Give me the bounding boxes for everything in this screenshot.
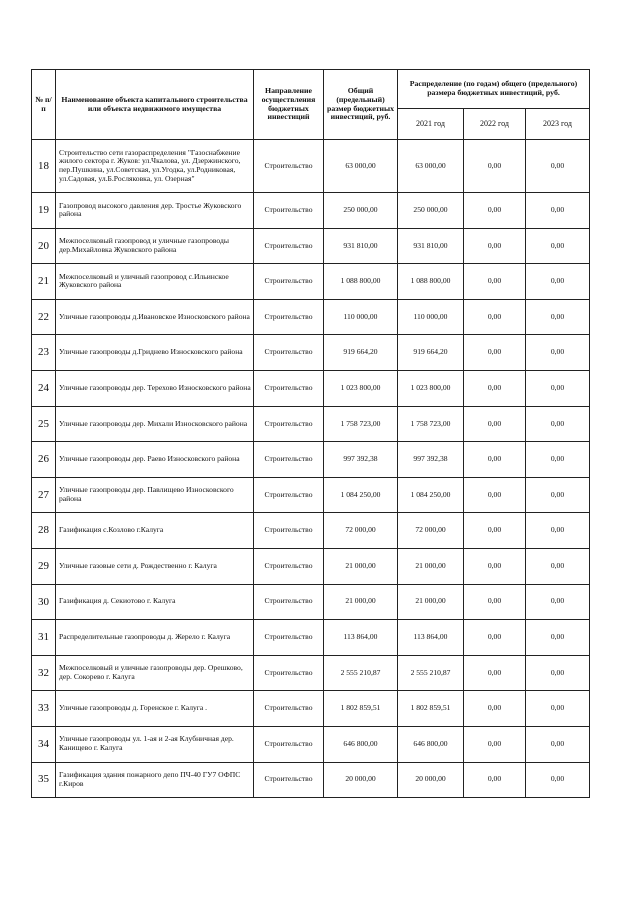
total-amount: 1 084 250,00 <box>324 477 398 513</box>
amount-2022: 0,00 <box>464 655 526 691</box>
amount-2022: 0,00 <box>464 513 526 549</box>
investment-direction: Строительство <box>254 406 324 442</box>
total-amount: 1 758 723,00 <box>324 406 398 442</box>
investment-direction: Строительство <box>254 726 324 762</box>
total-amount: 931 810,00 <box>324 228 398 264</box>
table-body <box>32 140 590 798</box>
amount-2021: 646 800,00 <box>398 726 464 762</box>
amount-2021: 1 023 800,00 <box>398 370 464 406</box>
header-year-2023: 2023 год <box>526 109 590 140</box>
amount-2023: 0,00 <box>526 762 590 798</box>
table-row <box>32 442 590 478</box>
investment-direction: Строительство <box>254 299 324 335</box>
row-number: 27 <box>32 477 56 513</box>
object-name: Газификация д. Секиотово г. Калуга <box>56 584 254 620</box>
table-row <box>32 264 590 300</box>
amount-2023: 0,00 <box>526 726 590 762</box>
object-name: Межпоселковый и уличный газопровод с.Ильинское Жуковского района <box>56 264 254 300</box>
table-row <box>32 140 590 193</box>
row-number: 23 <box>32 335 56 371</box>
amount-2022: 0,00 <box>464 762 526 798</box>
row-number: 32 <box>32 655 56 691</box>
object-name: Уличные газопроводы дер. Павлищево Износковского района <box>56 477 254 513</box>
amount-2021: 113 864,00 <box>398 620 464 656</box>
investment-direction: Строительство <box>254 193 324 229</box>
total-amount: 21 000,00 <box>324 584 398 620</box>
object-name: Строительство сети газораспределения "Газоснабжение жилого сектора г. Жуков: ул.Чкалова, ул. Дзержинского, пер.Пушкина, ул.Советская, ул.Угодка, ул.Родниковая, ул.Садовая, ул.Б.Росляковка, ул. Озерная" <box>56 140 254 193</box>
amount-2023: 0,00 <box>526 513 590 549</box>
amount-2021: 931 810,00 <box>398 228 464 264</box>
row-number: 35 <box>32 762 56 798</box>
investment-direction: Строительство <box>254 264 324 300</box>
total-amount: 63 000,00 <box>324 140 398 193</box>
object-name: Газопровод высокого давления дер. Тростье Жуковского района <box>56 193 254 229</box>
header-total: Общий (предельный) размер бюджетных инвестиций, руб. <box>324 70 398 140</box>
table-row <box>32 299 590 335</box>
table-row <box>32 584 590 620</box>
amount-2022: 0,00 <box>464 584 526 620</box>
amount-2023: 0,00 <box>526 691 590 727</box>
total-amount: 646 800,00 <box>324 726 398 762</box>
investment-direction: Строительство <box>254 335 324 371</box>
row-number: 33 <box>32 691 56 727</box>
amount-2023: 0,00 <box>526 264 590 300</box>
amount-2023: 0,00 <box>526 193 590 229</box>
amount-2022: 0,00 <box>464 228 526 264</box>
object-name: Уличные газопроводы ул. 1-ая и 2-ая Клубничная дер. Канищево г. Калуга <box>56 726 254 762</box>
row-number: 34 <box>32 726 56 762</box>
amount-2023: 0,00 <box>526 584 590 620</box>
amount-2021: 919 664,20 <box>398 335 464 371</box>
total-amount: 21 000,00 <box>324 548 398 584</box>
amount-2023: 0,00 <box>526 442 590 478</box>
amount-2023: 0,00 <box>526 370 590 406</box>
investment-direction: Строительство <box>254 513 324 549</box>
table-row <box>32 406 590 442</box>
investment-direction: Строительство <box>254 477 324 513</box>
table-row <box>32 477 590 513</box>
amount-2022: 0,00 <box>464 406 526 442</box>
header-object-name: Наименование объекта капитального строительства или объекта недвижимого имущества <box>56 70 254 140</box>
amount-2021: 1 088 800,00 <box>398 264 464 300</box>
row-number: 21 <box>32 264 56 300</box>
amount-2021: 1 084 250,00 <box>398 477 464 513</box>
object-name: Уличные газопроводы д.Ивановское Износковского района <box>56 299 254 335</box>
amount-2022: 0,00 <box>464 193 526 229</box>
budget-investment-table <box>31 69 590 798</box>
amount-2021: 1 758 723,00 <box>398 406 464 442</box>
amount-2022: 0,00 <box>464 548 526 584</box>
object-name: Уличные газопроводы дер. Михали Износковского района <box>56 406 254 442</box>
investment-direction: Строительство <box>254 655 324 691</box>
amount-2023: 0,00 <box>526 406 590 442</box>
amount-2022: 0,00 <box>464 370 526 406</box>
object-name: Газификация здания пожарного депо ПЧ-40 ГУ7 ОФПС г.Киров <box>56 762 254 798</box>
table-row <box>32 726 590 762</box>
amount-2021: 997 392,38 <box>398 442 464 478</box>
object-name: Межпоселковый газопровод и уличные газопроводы дер.Михайловка Жуковского района <box>56 228 254 264</box>
row-number: 20 <box>32 228 56 264</box>
investment-direction: Строительство <box>254 691 324 727</box>
amount-2023: 0,00 <box>526 228 590 264</box>
total-amount: 72 000,00 <box>324 513 398 549</box>
amount-2021: 20 000,00 <box>398 762 464 798</box>
investment-direction: Строительство <box>254 140 324 193</box>
amount-2023: 0,00 <box>526 548 590 584</box>
row-number: 31 <box>32 620 56 656</box>
table-row <box>32 193 590 229</box>
total-amount: 1 802 859,51 <box>324 691 398 727</box>
total-amount: 1 023 800,00 <box>324 370 398 406</box>
amount-2022: 0,00 <box>464 477 526 513</box>
total-amount: 919 664,20 <box>324 335 398 371</box>
object-name: Уличные газопроводы дер. Терехово Износковского района <box>56 370 254 406</box>
amount-2023: 0,00 <box>526 335 590 371</box>
table-row <box>32 513 590 549</box>
object-name: Уличные газопроводы д. Горенское г. Калуга . <box>56 691 254 727</box>
object-name: Межпоселковый и уличные газопроводы дер. Орешково, дер. Сокорево г. Калуга <box>56 655 254 691</box>
header-distribution: Распределение (по годам) общего (предельного) размера бюджетных инвестиций, руб. <box>398 70 590 109</box>
object-name: Уличные газовые сети д. Рождественно г. Калуга <box>56 548 254 584</box>
amount-2023: 0,00 <box>526 140 590 193</box>
investment-direction: Строительство <box>254 442 324 478</box>
amount-2022: 0,00 <box>464 620 526 656</box>
total-amount: 110 000,00 <box>324 299 398 335</box>
row-number: 19 <box>32 193 56 229</box>
row-number: 26 <box>32 442 56 478</box>
amount-2022: 0,00 <box>464 264 526 300</box>
amount-2021: 72 000,00 <box>398 513 464 549</box>
table-row <box>32 691 590 727</box>
row-number: 18 <box>32 140 56 193</box>
amount-2022: 0,00 <box>464 140 526 193</box>
total-amount: 2 555 210,87 <box>324 655 398 691</box>
amount-2021: 250 000,00 <box>398 193 464 229</box>
table-row <box>32 762 590 798</box>
investment-direction: Строительство <box>254 584 324 620</box>
amount-2022: 0,00 <box>464 335 526 371</box>
object-name: Распределительные газопроводы д. Жерело г. Калуга <box>56 620 254 656</box>
amount-2023: 0,00 <box>526 655 590 691</box>
table-row <box>32 548 590 584</box>
amount-2021: 21 000,00 <box>398 584 464 620</box>
table-row <box>32 335 590 371</box>
amount-2021: 63 000,00 <box>398 140 464 193</box>
object-name: Уличные газопроводы д.Гриднево Износковского района <box>56 335 254 371</box>
investment-direction: Строительство <box>254 228 324 264</box>
investment-direction: Строительство <box>254 548 324 584</box>
total-amount: 20 000,00 <box>324 762 398 798</box>
total-amount: 1 088 800,00 <box>324 264 398 300</box>
amount-2023: 0,00 <box>526 620 590 656</box>
row-number: 22 <box>32 299 56 335</box>
investment-direction: Строительство <box>254 620 324 656</box>
row-number: 28 <box>32 513 56 549</box>
amount-2021: 21 000,00 <box>398 548 464 584</box>
investment-direction: Строительство <box>254 370 324 406</box>
total-amount: 997 392,38 <box>324 442 398 478</box>
amount-2023: 0,00 <box>526 299 590 335</box>
amount-2022: 0,00 <box>464 299 526 335</box>
header-year-2021: 2021 год <box>398 109 464 140</box>
row-number: 30 <box>32 584 56 620</box>
amount-2021: 1 802 859,51 <box>398 691 464 727</box>
table-row <box>32 655 590 691</box>
row-number: 29 <box>32 548 56 584</box>
table-row <box>32 370 590 406</box>
header-num: № п/п <box>32 70 56 140</box>
amount-2023: 0,00 <box>526 477 590 513</box>
total-amount: 250 000,00 <box>324 193 398 229</box>
object-name: Газификация с.Козлово г.Калуга <box>56 513 254 549</box>
row-number: 25 <box>32 406 56 442</box>
object-name: Уличные газопроводы дер. Раево Износковского района <box>56 442 254 478</box>
amount-2022: 0,00 <box>464 726 526 762</box>
amount-2021: 110 000,00 <box>398 299 464 335</box>
header-year-2022: 2022 год <box>464 109 526 140</box>
table-row <box>32 228 590 264</box>
amount-2021: 2 555 210,87 <box>398 655 464 691</box>
header-direction: Направление осуществления бюджетных инвестиций <box>254 70 324 140</box>
row-number: 24 <box>32 370 56 406</box>
amount-2022: 0,00 <box>464 442 526 478</box>
table-row <box>32 620 590 656</box>
total-amount: 113 864,00 <box>324 620 398 656</box>
amount-2022: 0,00 <box>464 691 526 727</box>
investment-direction: Строительство <box>254 762 324 798</box>
